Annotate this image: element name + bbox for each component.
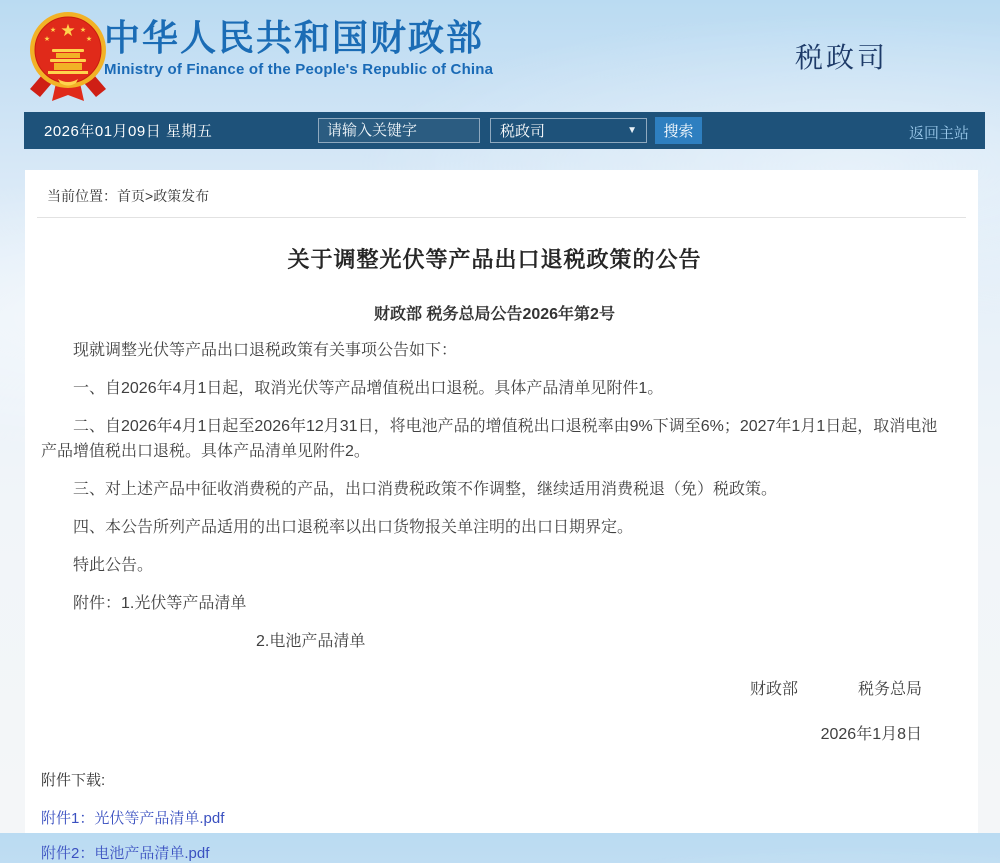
svg-text:★: ★ xyxy=(60,21,76,40)
breadcrumb-divider xyxy=(37,217,966,218)
return-home-link[interactable]: 返回主站 xyxy=(908,125,969,142)
site-title: 中华人民共和国财政部 xyxy=(104,17,485,58)
breadcrumb-separator: > xyxy=(145,188,154,204)
department-name: 税政司 xyxy=(794,42,888,73)
attachment-2-pdf-link[interactable]: 附件2：电池产品清单.pdf xyxy=(41,845,210,862)
attachment-note-1: 附件：1.光伏等产品清单 xyxy=(73,595,247,612)
top-navbar xyxy=(24,112,985,149)
attachment-1-pdf-link[interactable]: 附件1：光伏等产品清单.pdf xyxy=(41,810,225,827)
svg-text:★: ★ xyxy=(85,36,93,43)
chevron-down-icon: ▼ xyxy=(627,125,637,136)
national-emblem-icon xyxy=(28,9,108,103)
svg-text:★: ★ xyxy=(49,27,57,34)
announcement-article xyxy=(25,243,978,863)
search-scope-value: 税政司 xyxy=(500,123,546,140)
search-button[interactable]: 搜索 xyxy=(655,117,702,144)
paragraph-item-2: 二、自2026年4月1日起至2026年12月31日，将电池产品的增值税出口退税率由9%下调至6%；2027年1月1日起，取消电池产品增值税出口退税。具体产品清单见附件2。 xyxy=(41,418,938,460)
svg-text:★: ★ xyxy=(79,27,87,34)
downloads-title: 附件下载: xyxy=(41,772,106,789)
attachment-note-2: 2.电池产品清单 xyxy=(256,633,366,650)
paragraph-closing: 特此公告。 xyxy=(73,557,154,574)
search-scope-dropdown[interactable] xyxy=(490,118,647,143)
paragraph-item-3: 三、对上述产品中征收消费税的产品，出口消费税政策不作调整，继续适用消费税退（免）税政策。 xyxy=(73,481,778,498)
article-title: 关于调整光伏等产品出口退税政策的公告 xyxy=(287,247,702,272)
site-subtitle-en: Ministry of Finance of the People's Republic of China xyxy=(104,61,494,78)
paragraph-item-1: 一、自2026年4月1日起，取消光伏等产品增值税出口退税。具体产品清单见附件1。 xyxy=(73,380,664,397)
breadcrumb xyxy=(25,170,978,217)
site-header xyxy=(0,0,1000,112)
svg-text:★: ★ xyxy=(43,36,51,43)
breadcrumb-section-link[interactable]: 政策发布 xyxy=(153,188,210,204)
breadcrumb-home-link[interactable]: 首页 xyxy=(117,188,145,204)
search-input[interactable] xyxy=(318,118,480,143)
content-panel xyxy=(25,170,978,862)
paragraph-intro: 现就调整光伏等产品出口退税政策有关事项公告如下： xyxy=(73,342,458,359)
attachment-downloads xyxy=(41,769,948,863)
signature-date: 2026年1月8日 xyxy=(820,726,922,743)
signature-block xyxy=(41,676,948,699)
document-number: 财政部 税务总局公告2026年第2号 xyxy=(374,306,615,323)
current-date: 2026年01月09日 星期五 xyxy=(44,123,213,140)
signer-tax-administration: 税务总局 xyxy=(857,681,922,698)
paragraph-item-4: 四、本公告所列产品适用的出口退税率以出口货物报关单注明的出口日期界定。 xyxy=(73,519,634,536)
breadcrumb-label: 当前位置： xyxy=(47,188,117,204)
article-body xyxy=(41,338,948,654)
signer-ministry: 财政部 xyxy=(749,681,798,698)
